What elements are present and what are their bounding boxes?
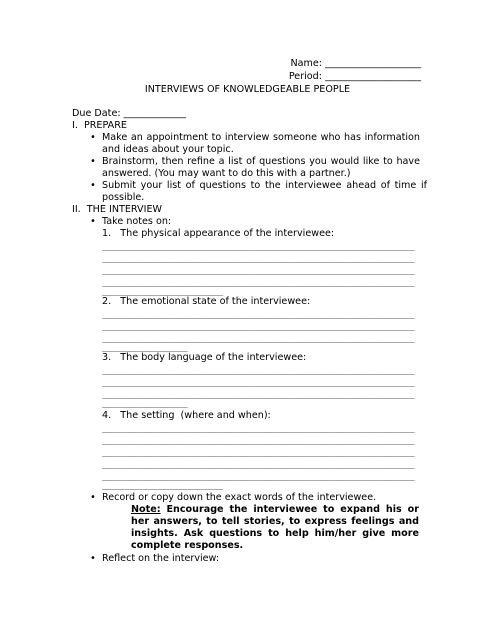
answer-line[interactable]: ______________________________________________________________ [102,277,415,287]
item-setting: 4. The setting (where and when): [102,410,271,421]
answer-line[interactable]: ______________________________________________________________ [102,309,415,319]
answer-line-short[interactable]: _________________ [102,342,188,352]
period-label: Period: [288,71,322,82]
bullet-icon: • [90,492,96,503]
section-prepare-heading: I. PREPARE [72,120,127,131]
item-emotional-state: 2. The emotional state of the interviewee: [102,296,311,307]
name-label: Name: [290,58,322,69]
answer-line[interactable]: ______________________________________________________________ [102,253,415,263]
answer-line-short[interactable]: ________________________ [102,480,224,490]
answer-line[interactable]: ______________________________________________________________ [102,333,415,343]
answer-line[interactable]: ______________________________________________________________ [102,389,415,399]
answer-line[interactable]: ______________________________________________________________ [102,377,415,387]
take-notes-label: Take notes on: [102,216,172,227]
page-title: INTERVIEWS OF KNOWLEDGEABLE PEOPLE [144,84,351,95]
name-blank: ____________________ [325,58,421,69]
reflect-instruction: Reflect on the interview: [102,553,220,564]
note-block [131,504,419,552]
period-blank: ____________________ [325,71,421,82]
answer-line[interactable]: ______________________________________________________________ [102,471,415,481]
item-body-language: 3. The body language of the interviewee: [102,352,307,363]
answer-line[interactable]: ______________________________________________________________ [102,365,415,375]
bullet-icon: • [90,553,96,564]
due-date-blank: _____________ [123,108,187,119]
bullet-icon: • [90,216,96,227]
section-interview-heading: II. THE INTERVIEW [72,204,163,215]
answer-line[interactable]: ______________________________________________________________ [102,321,415,331]
bullet-icon: • [90,156,96,167]
answer-line[interactable]: ______________________________________________________________ [102,265,415,275]
prepare-bullet-3: Submit your list of questions to the interviewee ahead of time if possible. [102,180,427,203]
bullet-icon: • [90,132,96,143]
answer-line[interactable]: ______________________________________________________________ [102,423,415,433]
bullet-icon: • [90,180,96,191]
due-date-line [72,108,186,120]
note-text: Encourage the interviewee to expand his or her answers, to tell stories, to express feelings and insights. Ask questions to help him/her give more complete responses. [131,504,419,551]
prepare-bullet-1: Make an appointment to interview someone who has information and ideas about your topic. [102,132,420,155]
prepare-bullet-2: Brainstorm, then refine a list of questions you would like to have answered. (You may want to do this with a partner.) [102,156,420,179]
answer-line[interactable]: ______________________________________________________________ [102,459,415,469]
note-label: Note: [131,504,161,515]
answer-line-short[interactable]: ________________________ [102,286,224,296]
answer-line[interactable]: ______________________________________________________________ [102,447,415,457]
due-date-label: Due Date: [72,108,121,119]
record-instruction: Record or copy down the exact words of the interviewee. [102,492,377,503]
answer-line[interactable]: ______________________________________________________________ [102,241,415,251]
answer-line[interactable]: ______________________________________________________________ [102,435,415,445]
item-physical-appearance: 1. The physical appearance of the interviewee: [102,228,335,239]
period-line [289,71,421,83]
name-line [290,58,421,70]
answer-line-short[interactable]: _________________ [102,398,188,408]
